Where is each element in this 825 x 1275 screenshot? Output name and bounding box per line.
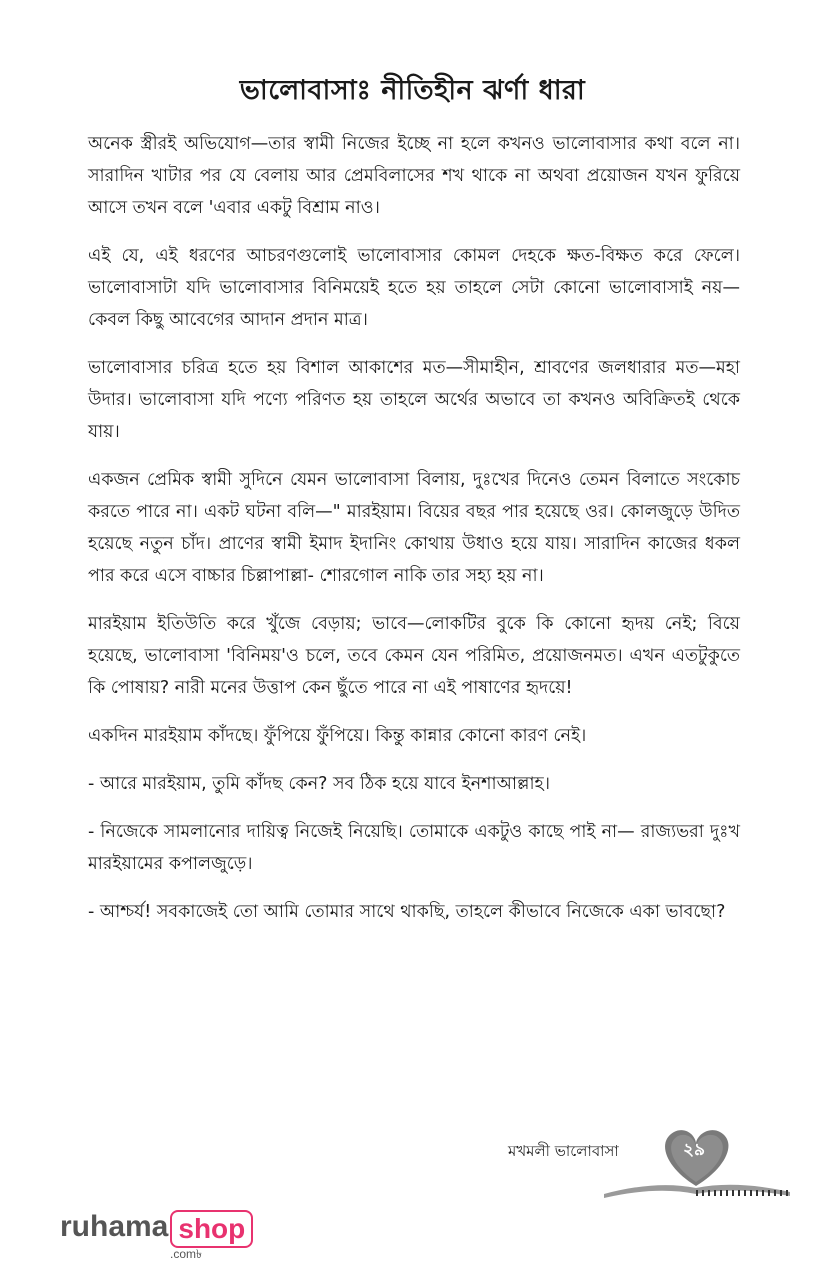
paragraph: মারইয়াম ইতিউতি করে খুঁজে বেড়ায়; ভাবে—লোকটির বুকে কি কোনো হৃদয় নেই; বিয়ে হয়েছে, ভালোবাসা 'বিনিময়'ও চলে, তবে কেমন যেন পরিমিত, প্রয়োজনমত। এখন এতটুকুতে কি পোষায়? নারী মনের উত্তাপ কেন ছুঁতে পারে না এই পাষাণের হৃদয়ে!: [88, 614, 740, 698]
dialogue-line: - আশ্চর্য! সবকাজেই তো আমি তোমার সাথে থাকছি, তাহলে কীভাবে নিজেকে একা ভাবছো?: [88, 902, 726, 922]
paragraph: অনেক স্ত্রীরই অভিযোগ—তার স্বামী নিজের ইচ্ছে না হলে কখনও ভালোবাসার কথা বলে না। সারাদিন খাটার পর যে বেলায় আর প্রেমবিলাসের শখ থাকে না অথবা প্রয়োজন যখন ফুরিয়ে আসে তখন বলে 'এবার একটু বিশ্রাম নাও।: [88, 134, 740, 218]
dialogue-line: - নিজেকে সামলানোর দায়িত্ব নিজেই নিয়েছি। তোমাকে একটুও কাছে পাই না— রাজ্যভরা দুঃখ মারইয়ামের কপালজুড়ে।: [88, 822, 740, 874]
page-title: ভালোবাসাঃ নীতিহীন ঝর্ণা ধারা: [239, 75, 586, 106]
running-footer-book-title: মখমলী ভালোবাসা: [508, 1142, 619, 1160]
page-number: ২৯: [682, 1140, 706, 1160]
logo-wordmark: ruhama: [60, 1210, 169, 1243]
paragraph: একদিন মারইয়াম কাঁদছে। ফুঁপিয়ে ফুঁপিয়ে। কিন্তু কান্নার কোনো কারণ নেই।: [88, 726, 587, 746]
body-text: [88, 128, 740, 944]
logo-shop-badge: shop: [170, 1210, 253, 1248]
logo-domain: .com৳: [170, 1247, 202, 1261]
dialogue-line: - আরে মারইয়াম, তুমি কাঁদছ কেন? সব ঠিক হয়ে যাবে ইনশাআল্লাহ।: [88, 774, 550, 794]
ruhamashop-logo: [60, 1210, 253, 1260]
paragraph: ভালোবাসার চরিত্র হতে হয় বিশাল আকাশের মত—সীমাহীন, শ্রাবণের জলধারার মত—মহা উদার। ভালোবাসা যদি পণ্যে পরিণত হয় তাহলে অর্থের অভাবে তা কখনও অবিক্রিতই থেকে যায়।: [88, 358, 740, 442]
paragraph: এই যে, এই ধরণের আচরণগুলোই ভালোবাসার কোমল দেহকে ক্ষত-বিক্ষত করে ফেলে। ভালোবাসাটা যদি ভালোবাসার বিনিময়েই হতে হয় তাহলে সেটা কোনো ভালোবাসাই নয়—কেবল কিছু আবেগের আদান প্রদান মাত্র।: [88, 246, 740, 330]
paragraph: একজন প্রেমিক স্বামী সুদিনে যেমন ভালোবাসা বিলায়, দুঃখের দিনেও তেমন বিলাতে সংকোচ করতে পারে না। একট ঘটনা বলি—" মারইয়াম। বিয়ের বছর পার হয়েছে ওর। কোলজুড়ে উদিত হয়েছে নতুন চাঁদ। প্রাণের স্বামী ইমাদ ইদানিং কোথায় উধাও হয়ে যায়। সারাদিন কাজের ধকল পার করে এসে বাচ্চার চিল্লাপাল্লা- শোরগোল নাকি তার সহ্য হয় না।: [88, 470, 740, 586]
